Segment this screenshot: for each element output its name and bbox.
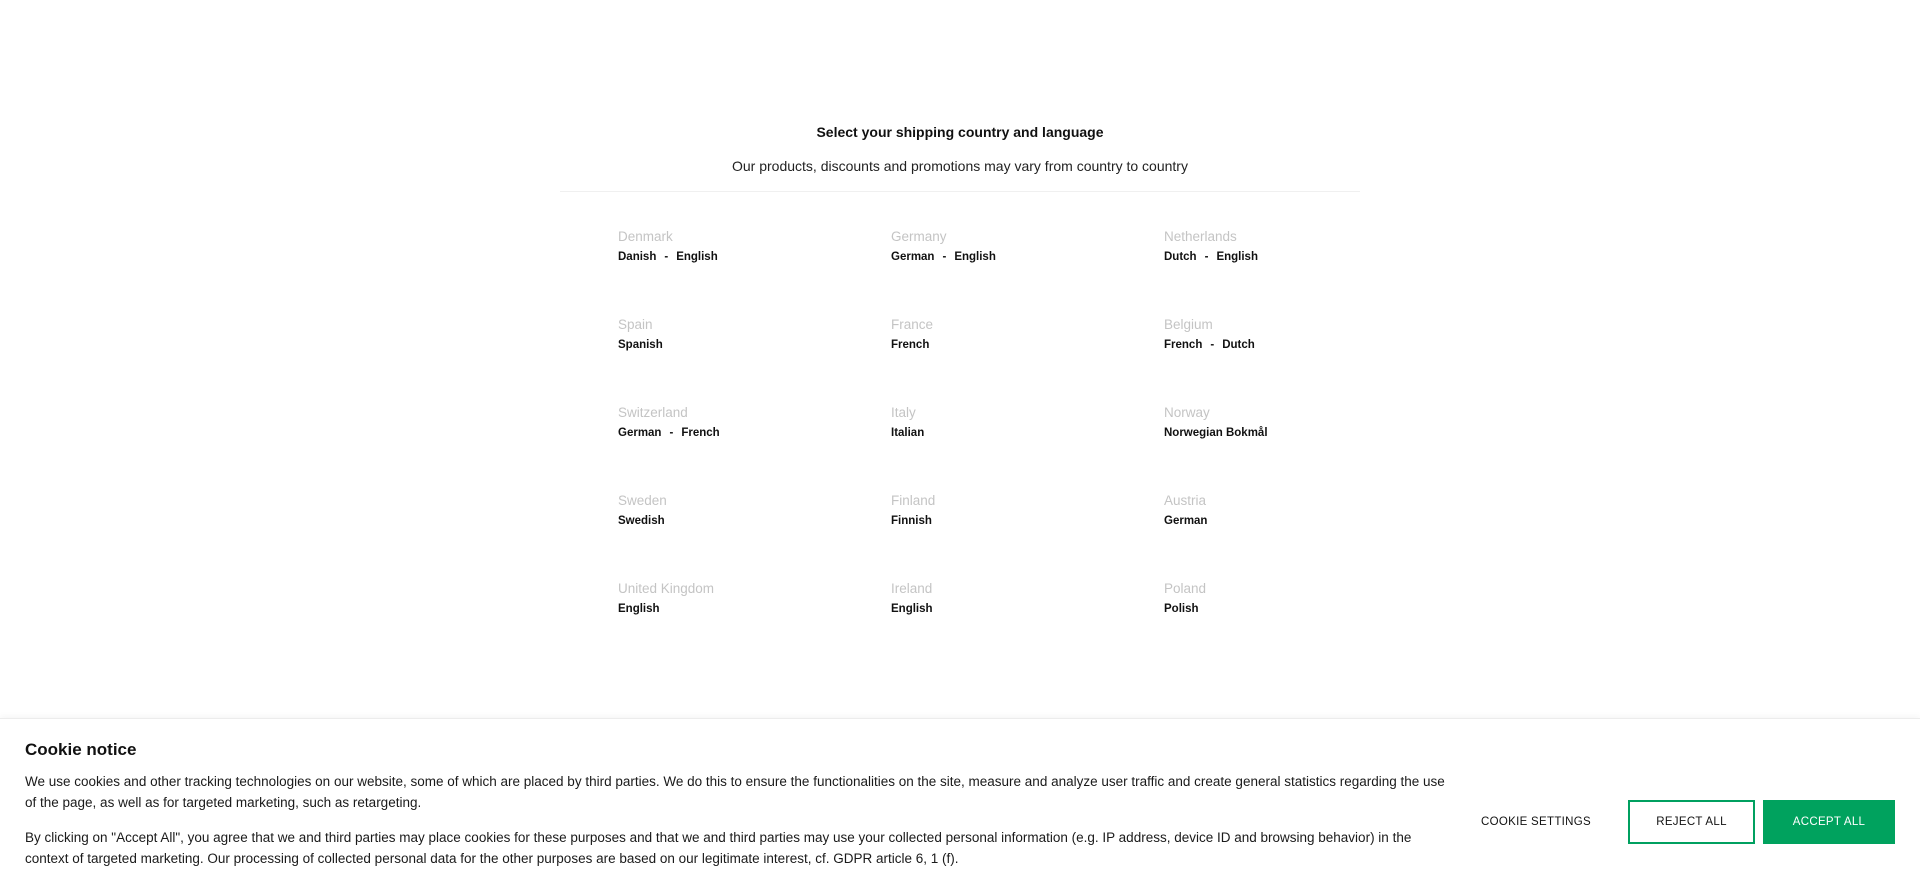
country-item (618, 580, 891, 668)
language-link[interactable]: English (1216, 251, 1258, 263)
country-item (618, 228, 891, 316)
language-list (618, 514, 891, 529)
language-link[interactable]: German (891, 251, 935, 263)
accept-all-button[interactable]: ACCEPT ALL (1763, 800, 1895, 844)
language-list (891, 602, 1164, 617)
country-name[interactable]: Sweden (618, 493, 667, 508)
language-link[interactable]: Polish (1164, 603, 1199, 615)
country-grid (618, 228, 1437, 668)
divider (560, 191, 1360, 192)
language-list (891, 338, 1164, 353)
country-name[interactable]: Germany (891, 229, 947, 244)
language-link[interactable]: Spanish (618, 339, 663, 351)
language-list (1164, 602, 1437, 617)
country-name[interactable]: Denmark (618, 229, 673, 244)
reject-all-button[interactable]: REJECT ALL (1628, 800, 1755, 844)
country-item (891, 492, 1164, 580)
country-item (891, 580, 1164, 668)
language-link[interactable]: Swedish (618, 515, 665, 527)
country-name[interactable]: United Kingdom (618, 581, 715, 596)
country-item (1164, 316, 1437, 404)
language-list (1164, 514, 1437, 529)
cookie-paragraph-1: We use cookies and other tracking technologies on our website, some of which are placed by third parties. We do this to ensure the functionalities on the site, measure and analyze user traffic and create general statistics regarding the use of the page, as well as for targeted marketing, such as retargeting. (25, 774, 1445, 810)
language-separator: - (1204, 251, 1209, 263)
language-separator: - (664, 251, 669, 263)
language-link[interactable]: English (676, 251, 718, 263)
language-link[interactable]: Italian (891, 427, 925, 439)
language-link[interactable]: French (891, 339, 930, 351)
country-item (891, 316, 1164, 404)
country-name[interactable]: Italy (891, 405, 916, 420)
language-list (891, 250, 1164, 265)
language-link[interactable]: Norwegian Bokmål (1164, 427, 1268, 439)
language-link[interactable]: Dutch (1222, 339, 1255, 351)
country-item (618, 404, 891, 492)
language-link[interactable]: French (1164, 339, 1203, 351)
country-item (618, 492, 891, 580)
language-link[interactable]: English (618, 603, 660, 615)
country-item (891, 404, 1164, 492)
country-name[interactable]: France (891, 317, 934, 332)
language-list (891, 426, 1164, 441)
language-list (1164, 426, 1437, 441)
country-name[interactable]: Norway (1164, 405, 1210, 420)
country-item (891, 228, 1164, 316)
language-list (618, 250, 891, 265)
cookie-banner (0, 718, 1920, 888)
language-link[interactable]: Finnish (891, 515, 932, 527)
country-name[interactable]: Poland (1164, 581, 1207, 596)
cookie-title: Cookie notice (25, 740, 137, 759)
language-link[interactable]: German (618, 427, 662, 439)
country-item (1164, 404, 1437, 492)
language-list (891, 514, 1164, 529)
language-list (1164, 338, 1437, 353)
language-link[interactable]: German (1164, 515, 1208, 527)
language-list (618, 426, 891, 441)
cookie-settings-button[interactable]: COOKIE SETTINGS (1463, 800, 1609, 844)
language-list (1164, 250, 1437, 265)
country-name[interactable]: Switzerland (618, 405, 688, 420)
language-list (618, 602, 891, 617)
country-item (618, 316, 891, 404)
language-link[interactable]: Dutch (1164, 251, 1197, 263)
country-item (1164, 492, 1437, 580)
selector-subtitle: Our products, discounts and promotions may vary from country to country (732, 158, 1188, 174)
country-name[interactable]: Finland (891, 493, 936, 508)
country-item (1164, 228, 1437, 316)
language-link[interactable]: English (891, 603, 933, 615)
language-link[interactable]: Danish (618, 251, 657, 263)
country-name[interactable]: Spain (618, 317, 653, 332)
language-separator: - (669, 427, 674, 439)
country-name[interactable]: Austria (1164, 493, 1207, 508)
cookie-paragraph-2: By clicking on "Accept All", you agree that we and third parties may place cookies for these purposes and that we and third parties may use your collected personal information (e.g. IP address, device ID and browsing behavior) in the context of targeted marketing. Our processing of collected personal data for the other purposes are based on our legitimate interest, cf. GDPR article 6, 1 (f). (25, 830, 1412, 866)
language-separator: - (942, 251, 947, 263)
language-link[interactable]: French (681, 427, 720, 439)
language-list (618, 338, 891, 353)
language-separator: - (1210, 339, 1215, 351)
country-name[interactable]: Netherlands (1164, 229, 1237, 244)
country-item (1164, 580, 1437, 668)
country-name[interactable]: Ireland (891, 581, 933, 596)
language-link[interactable]: English (954, 251, 996, 263)
selector-title: Select your shipping country and language (816, 124, 1104, 140)
country-name[interactable]: Belgium (1164, 317, 1213, 332)
